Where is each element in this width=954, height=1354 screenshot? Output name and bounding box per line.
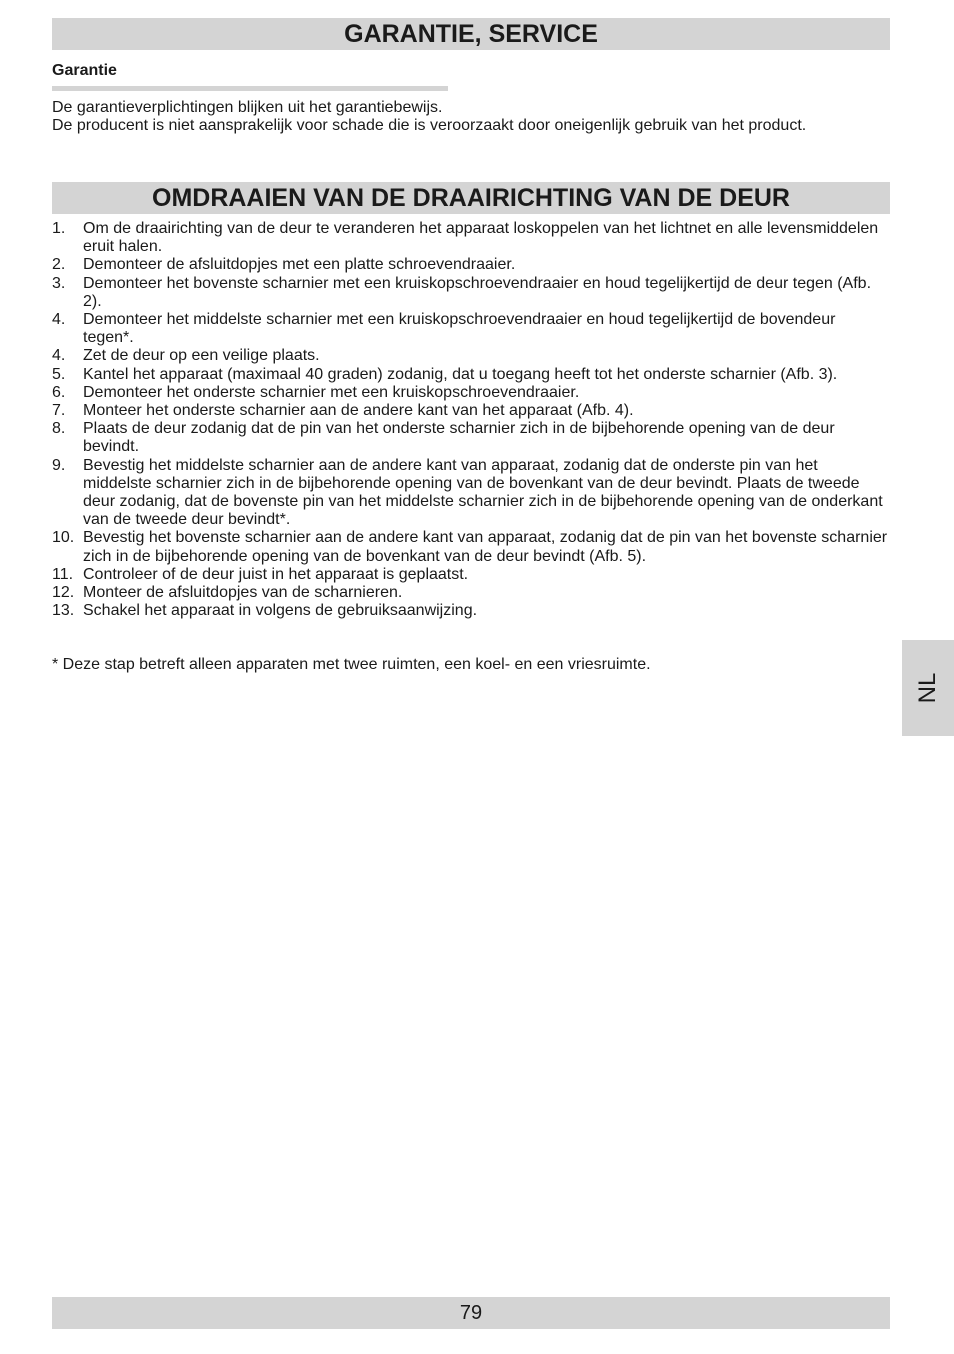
step-number: 12. <box>52 584 75 602</box>
list-item <box>52 457 890 530</box>
step-text: Demonteer het bovenste scharnier met een kruiskopschroevendraaier en houd tegelijkertijd de deur tegen (Afb. 2). <box>83 274 872 310</box>
step-text: Om de draairichting van de deur te veranderen het apparaat loskoppelen van het lichtnet en alle levensmiddelen eruit halen. <box>83 220 879 256</box>
list-item <box>52 275 890 311</box>
step-number: 3. <box>52 274 66 292</box>
list-item <box>52 311 890 347</box>
step-text: Schakel het apparaat in volgens de gebruiksaanwijzing. <box>83 602 478 620</box>
list-item <box>52 347 890 365</box>
step-number: 10. <box>52 529 75 547</box>
step-text: Monteer het onderste scharnier aan de andere kant van het apparaat (Afb. 4). <box>83 402 634 420</box>
step-number: 4. <box>52 347 66 365</box>
guarantee-text <box>52 99 890 135</box>
step-text: Bevestig het middelste scharnier aan de andere kant van apparaat, zodanig dat de onderste pin van het middelste scharnier zich in de bijbehorende opening van de bovenkant van de deur bevindt. Plaats de tweede deur zodanig, dat de bovenste pin van het middelste scharnier zich in de bijbehorende opening van de onderkant van de tweede deur bevindt*. <box>83 456 883 529</box>
step-text: Demonteer het middelste scharnier met een kruiskopschroevendraaier en houd tegelijkertijd de bovendeur tegen*. <box>83 311 836 347</box>
step-number: 4. <box>52 311 66 329</box>
step-text: Demonteer het onderste scharnier met een kruiskopschroevendraaier. <box>83 383 580 401</box>
list-item <box>52 566 890 584</box>
door-reversal-steps <box>52 220 890 620</box>
list-item <box>52 602 890 620</box>
language-tab-label: NL <box>914 672 941 704</box>
guarantee-paragraph: De producent is niet aansprakelijk voor schade die is veroorzaakt door oneigenlijk gebruik van het product. <box>52 117 807 134</box>
list-item <box>52 402 890 420</box>
step-text: Zet de deur op een veilige plaats. <box>83 347 320 365</box>
step-text: Monteer de afsluitdopjes van de scharnieren. <box>83 584 403 602</box>
footnote: * Deze stap betreft alleen apparaten met twee ruimten, een koel- en een vriesruimte. <box>52 656 651 673</box>
step-text: Controleer of de deur juist in het apparaat is geplaatst. <box>83 565 469 583</box>
step-text: Demonteer de afsluitdopjes met een platte schroevendraaier. <box>83 256 516 274</box>
list-item <box>52 384 890 402</box>
step-number: 8. <box>52 420 66 438</box>
step-number: 5. <box>52 365 66 383</box>
step-number: 9. <box>52 456 66 474</box>
step-number: 7. <box>52 402 66 420</box>
list-item <box>52 220 890 256</box>
list-item <box>52 584 890 602</box>
subtitle-guarantee: Garantie <box>52 62 117 79</box>
step-number: 11. <box>52 565 74 583</box>
list-item <box>52 256 890 274</box>
step-number: 2. <box>52 256 66 274</box>
language-tab <box>902 640 954 736</box>
page-number: 79 <box>52 1297 890 1329</box>
list-item <box>52 420 890 456</box>
subtitle-underline <box>52 86 448 91</box>
section-title-door-reversal: OMDRAAIEN VAN DE DRAAIRICHTING VAN DE DEUR <box>52 182 890 214</box>
guarantee-paragraph: De garantieverplichtingen blijken uit het garantiebewijs. <box>52 99 443 116</box>
step-text: Kantel het apparaat (maximaal 40 graden) zodanig, dat u toegang heeft tot het onderste scharnier (Afb. 3). <box>83 365 838 383</box>
step-text: Bevestig het bovenste scharnier aan de andere kant van apparaat, zodanig dat de pin van het bovenste scharnier zich in de bijbehorende opening van de bovenkant van de deur bevindt (Afb. 5). <box>83 529 888 565</box>
step-number: 1. <box>52 220 66 237</box>
step-number: 13. <box>52 602 75 620</box>
list-item <box>52 529 890 565</box>
step-number: 6. <box>52 383 66 401</box>
list-item <box>52 366 890 384</box>
section-title-guarantee-service: GARANTIE, SERVICE <box>52 18 890 50</box>
step-text: Plaats de deur zodanig dat de pin van het onderste scharnier zich in de bijbehorende opening van de deur bevindt. <box>83 420 835 456</box>
